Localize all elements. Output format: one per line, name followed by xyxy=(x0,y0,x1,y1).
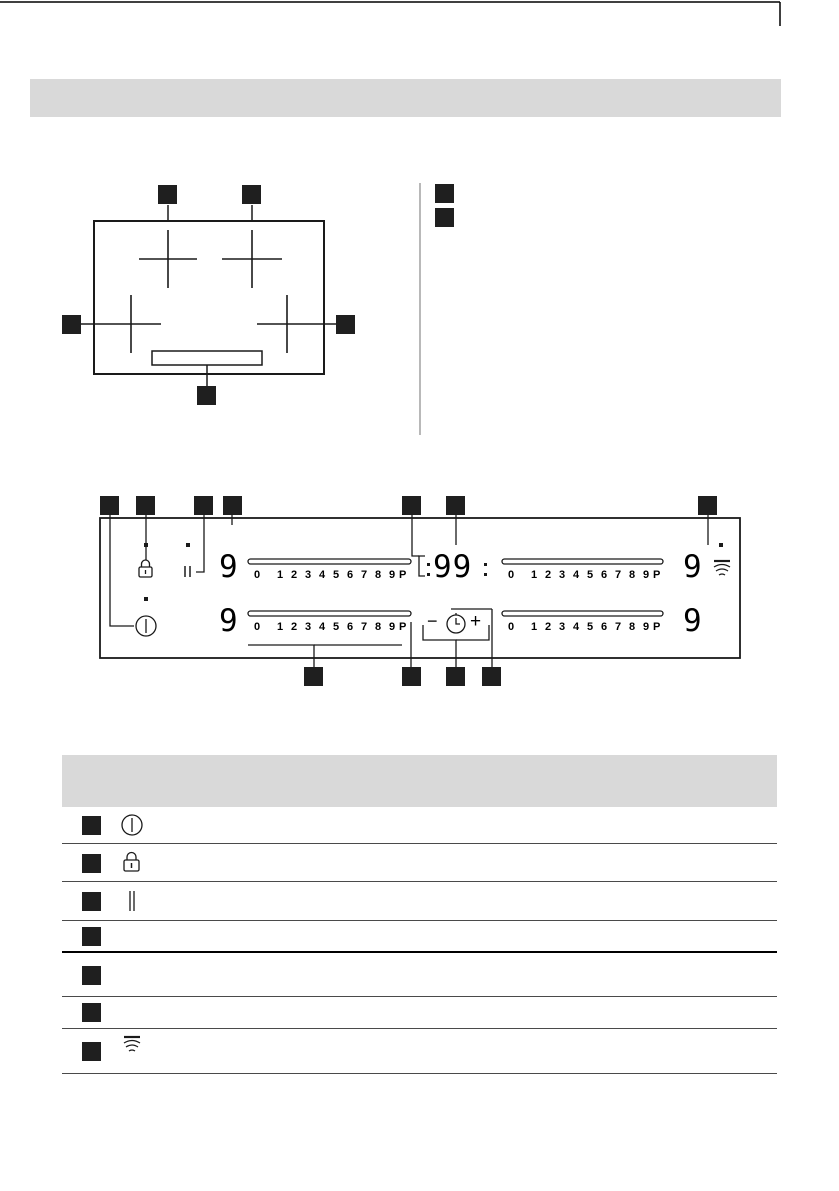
hob2hood-icon xyxy=(120,1033,144,1057)
scale-tick: 7 xyxy=(361,569,368,581)
scale-tick: 0 xyxy=(254,569,261,581)
scale-tick: 4 xyxy=(319,569,326,581)
scale-tick: 9 xyxy=(643,569,650,581)
scale-tick: 4 xyxy=(319,621,326,633)
scale-tick: 8 xyxy=(375,621,382,633)
scale-tick: 2 xyxy=(291,569,298,581)
table-row xyxy=(62,807,777,844)
scale-tick: 4 xyxy=(573,569,580,581)
zone-display-bottom-left: 9 xyxy=(219,603,238,639)
row-number-marker xyxy=(82,892,101,911)
scale-tick: 3 xyxy=(305,621,312,633)
scale-tick: 1 xyxy=(277,569,284,581)
scale-tick: 6 xyxy=(601,621,608,633)
scale-tick: 1 xyxy=(531,621,538,633)
scale-tick: 9 xyxy=(389,569,396,581)
table-row xyxy=(62,997,777,1029)
functions-table xyxy=(62,755,777,1074)
scale-tick: 0 xyxy=(254,621,261,633)
scale-tick: 5 xyxy=(587,569,594,581)
table-row xyxy=(62,921,777,953)
scale-tick: 8 xyxy=(629,569,636,581)
scale-tick: P xyxy=(653,621,661,633)
scale-tick: 1 xyxy=(531,569,538,581)
row-number-marker xyxy=(82,1042,101,1061)
power-scale-top-right xyxy=(508,569,668,583)
table-row xyxy=(62,953,777,997)
table-header xyxy=(62,755,777,807)
power-icon xyxy=(120,813,144,837)
row-number-marker xyxy=(82,927,101,946)
scale-tick: 1 xyxy=(277,621,284,633)
timer-plus-button[interactable]: + xyxy=(470,611,482,632)
scale-tick: 4 xyxy=(573,621,580,633)
scale-tick: 7 xyxy=(615,569,622,581)
timer-display: 99 xyxy=(433,549,473,585)
timer-minus-button[interactable]: − xyxy=(427,611,438,631)
table-row xyxy=(62,844,777,882)
zone-display-top-right: 9 xyxy=(683,549,702,585)
row-number-marker xyxy=(82,1003,101,1022)
table-row xyxy=(62,882,777,921)
scale-tick: 7 xyxy=(615,621,622,633)
scale-tick: 3 xyxy=(305,569,312,581)
scale-tick: 3 xyxy=(559,569,566,581)
zone-display-bottom-right: 9 xyxy=(683,603,702,639)
table-row xyxy=(62,1029,777,1074)
scale-tick: 3 xyxy=(559,621,566,633)
scale-tick: 6 xyxy=(347,569,354,581)
scale-tick: P xyxy=(399,621,407,633)
scale-tick: P xyxy=(399,569,407,581)
scale-tick: 5 xyxy=(333,569,340,581)
scale-tick: 2 xyxy=(545,569,552,581)
row-number-marker xyxy=(82,966,101,985)
scale-tick: 0 xyxy=(508,621,515,633)
scale-tick: 2 xyxy=(291,621,298,633)
scale-tick: 7 xyxy=(361,621,368,633)
scale-tick: 6 xyxy=(347,621,354,633)
scale-tick: 5 xyxy=(333,621,340,633)
scale-tick: 9 xyxy=(389,621,396,633)
row-number-marker xyxy=(82,816,101,835)
lock-icon xyxy=(120,850,144,874)
zone-display-top-left: 9 xyxy=(219,549,238,585)
scale-tick: 0 xyxy=(508,569,515,581)
scale-tick: 5 xyxy=(587,621,594,633)
power-scale-bottom-right xyxy=(508,621,668,635)
scale-tick: 9 xyxy=(643,621,650,633)
power-scale-bottom-left xyxy=(254,621,414,635)
row-number-marker xyxy=(82,854,101,873)
scale-tick: 8 xyxy=(629,621,636,633)
scale-tick: P xyxy=(653,569,661,581)
scale-tick: 2 xyxy=(545,621,552,633)
scale-tick: 6 xyxy=(601,569,608,581)
pause-icon xyxy=(120,888,144,914)
power-scale-top-left xyxy=(254,569,414,583)
scale-tick: 8 xyxy=(375,569,382,581)
